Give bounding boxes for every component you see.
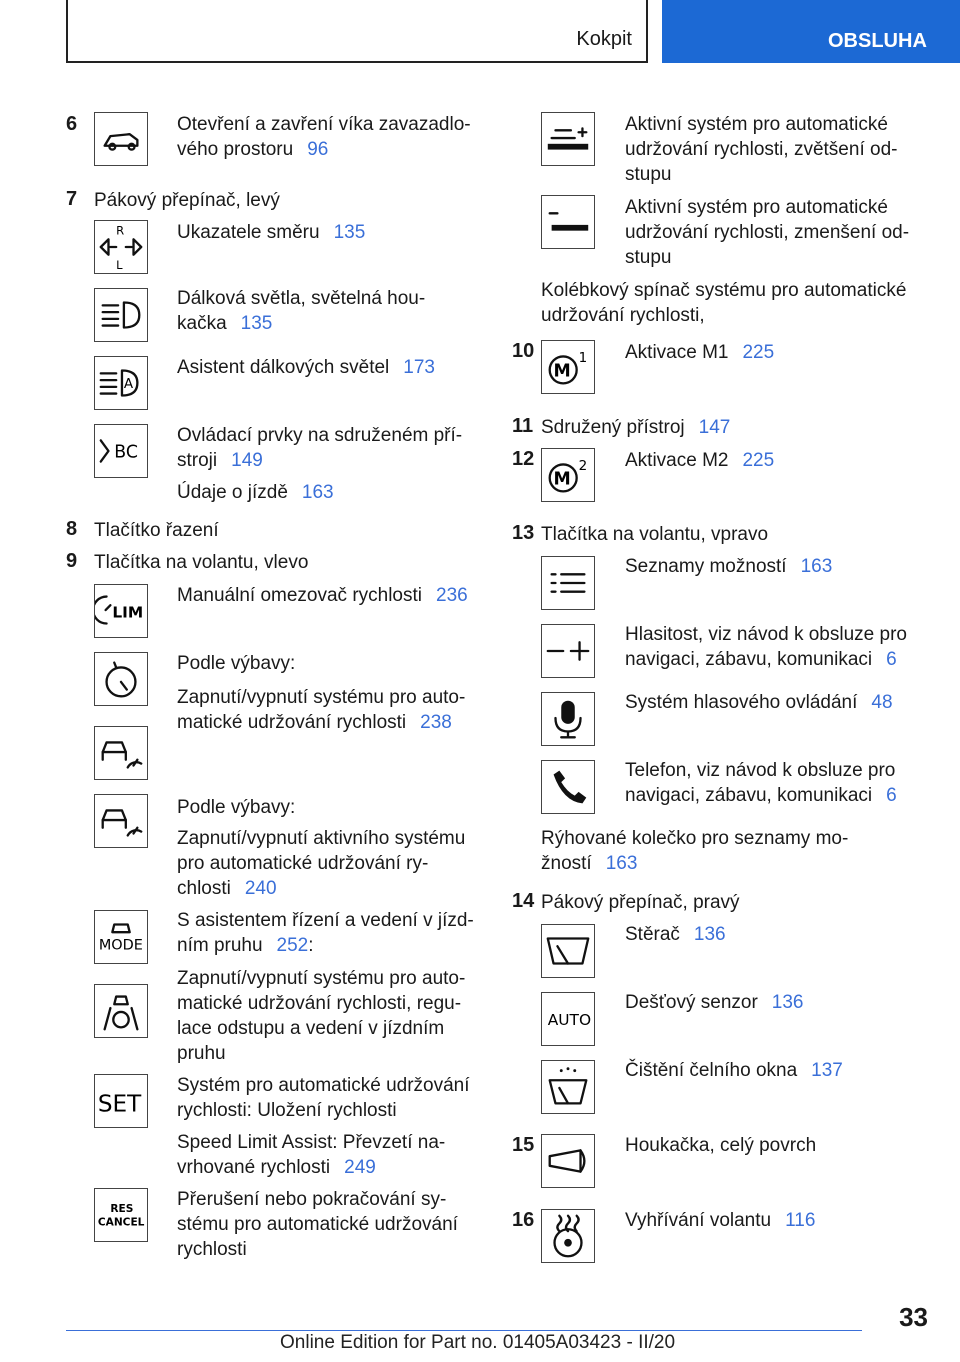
- description-line: Tlačítka na volantu, vlevo: [94, 552, 309, 573]
- svg-text:CANCEL: CANCEL: [97, 1216, 145, 1229]
- header-section: Kokpit: [576, 28, 632, 50]
- description-line: Seznamy možností: [625, 556, 787, 577]
- description-line: Aktivace M1: [625, 342, 729, 363]
- description-line: Zapnutí/vypnutí systému pro auto-: [177, 687, 466, 708]
- svg-text:L: L: [116, 258, 123, 273]
- page-reference-link[interactable]: 136: [771, 992, 804, 1013]
- item-number: 15: [512, 1134, 535, 1156]
- res-cancel-icon: [94, 1188, 148, 1242]
- header-chapter-tab[interactable]: OBSLUHA: [662, 0, 960, 63]
- description-line: Systém pro automatické udržování: [177, 1075, 470, 1096]
- footer-edition: [280, 1332, 675, 1354]
- description-line: Aktivní systém pro automatické: [625, 114, 888, 135]
- item-description: [625, 690, 893, 715]
- description-line: navigaci, zábavu, komunikaci: [625, 785, 873, 806]
- item-number: 6: [66, 113, 78, 135]
- page-reference-link[interactable]: 135: [240, 313, 273, 334]
- page-reference-link[interactable]: 147: [698, 417, 731, 438]
- description-line: S asistentem řízení a vedení v jízd-: [177, 910, 474, 931]
- description-line: pro automatické udržování ry-: [177, 853, 429, 874]
- item-description: [94, 188, 280, 213]
- item-description: [177, 908, 474, 958]
- list-icon: [541, 556, 595, 610]
- lane-assist-icon: [94, 984, 148, 1038]
- item-number: 12: [512, 448, 535, 470]
- description-line: Telefon, viz návod k obsluze pro: [625, 760, 896, 781]
- description-line: Asistent dálkových světel: [177, 357, 390, 378]
- description-line: Zapnutí/vypnutí aktivního systému: [177, 828, 466, 849]
- svg-text:R: R: [116, 223, 125, 238]
- svg-text:1: 1: [578, 350, 588, 367]
- distance-control-icon: [94, 726, 148, 780]
- svg-text:A: A: [123, 375, 134, 392]
- item-description: [94, 518, 219, 543]
- item-description: [625, 622, 907, 672]
- page-reference-link[interactable]: 240: [244, 878, 277, 899]
- page-reference-link[interactable]: 135: [333, 222, 366, 243]
- description-line: Údaje o jízdě: [177, 482, 288, 503]
- description-line: vého prostoru: [177, 139, 294, 160]
- item-description: [177, 1187, 458, 1262]
- microphone-icon: [541, 692, 595, 746]
- item-number: 8: [66, 518, 78, 540]
- description-line: matické udržování rychlosti, regu-: [177, 993, 462, 1014]
- description-line: Tlačítka na volantu, vpravo: [541, 524, 769, 545]
- description-suffix: :: [308, 935, 314, 956]
- page-reference-link[interactable]: 96: [307, 139, 329, 160]
- page-reference-link[interactable]: 149: [231, 450, 263, 471]
- item-description: [177, 112, 471, 162]
- distance-control-icon-2: [94, 794, 148, 848]
- washer-icon: [541, 1060, 595, 1114]
- item-description: [541, 890, 740, 915]
- turn-signal-icon: [94, 220, 148, 274]
- page-reference-link[interactable]: 116: [785, 1210, 816, 1231]
- description-line: stému pro automatické udržování: [177, 1214, 458, 1235]
- footer-edition-text: Online Edition for Part no. 01405A03423 - II/20: [280, 1332, 676, 1353]
- description-line: rychlosti: [177, 1239, 247, 1260]
- item-description: [625, 1208, 815, 1233]
- description-line: Speed Limit Assist: Převzetí na-: [177, 1132, 446, 1153]
- cruise-control-icon: [94, 652, 148, 706]
- item-description: [177, 795, 295, 820]
- item-description: [177, 583, 468, 608]
- item-description: [625, 1133, 816, 1158]
- item-description: [177, 355, 435, 380]
- description-line: Houkačka, celý povrch: [625, 1135, 817, 1156]
- m1-icon: [541, 340, 595, 394]
- description-line: Kolébkový spínač systému pro automatické: [541, 280, 907, 301]
- description-line: udržování rychlosti, zvětšení od-: [625, 139, 898, 160]
- description-line: Pákový přepínač, levý: [94, 190, 280, 211]
- item-description: [177, 685, 465, 735]
- page-reference-link[interactable]: 163: [301, 482, 334, 503]
- trunk-icon: [94, 112, 148, 166]
- page-reference-link[interactable]: 163: [605, 853, 638, 874]
- svg-text:AUTO: AUTO: [547, 1010, 592, 1029]
- bc-icon: [94, 424, 148, 478]
- svg-text:SET: SET: [97, 1091, 142, 1118]
- item-description: [625, 990, 804, 1015]
- item-description: [541, 826, 848, 876]
- description-line: rychlosti: Uložení rychlosti: [177, 1100, 397, 1121]
- description-line: Vyhřívání volantu: [625, 1210, 772, 1231]
- high-beam-assist-icon: [94, 356, 148, 410]
- description-line: pruhu: [177, 1043, 226, 1064]
- page-reference-link[interactable]: 238: [420, 712, 452, 733]
- description-line: Systém hlasového ovládání: [625, 692, 858, 713]
- description-line: Ovládací prvky na sdruženém pří-: [177, 425, 463, 446]
- footer-divider: [66, 1330, 862, 1331]
- description-line: Aktivace M2: [625, 450, 729, 471]
- description-line: ním pruhu: [177, 935, 263, 956]
- description-line: Dálková světla, světelná hou-: [177, 288, 426, 309]
- page-reference-link[interactable]: 137: [811, 1060, 843, 1081]
- description-line: Zapnutí/vypnutí systému pro auto-: [177, 968, 466, 989]
- svg-text:M: M: [553, 361, 571, 382]
- description-line: matické udržování rychlosti: [177, 712, 407, 733]
- item-description: [177, 966, 465, 1066]
- item-description: [625, 922, 726, 947]
- page-reference-link[interactable]: 225: [742, 450, 775, 471]
- description-line: Dešťový senzor: [625, 992, 758, 1013]
- item-number: 9: [66, 550, 78, 572]
- page-reference-link[interactable]: 225: [742, 342, 775, 363]
- svg-text:M: M: [553, 469, 571, 490]
- description-line: Pákový přepínač, pravý: [541, 892, 740, 913]
- description-line: Hlasitost, viz návod k obsluze pro: [625, 624, 907, 645]
- item-number: 16: [512, 1209, 535, 1231]
- description-line: Otevření a zavření víka zavazadlo-: [177, 114, 471, 135]
- item-description: [625, 1058, 843, 1083]
- heated-steering-icon: [541, 1209, 595, 1263]
- item-description: [625, 195, 909, 270]
- item-description: [625, 758, 897, 808]
- description-line: kačka: [177, 313, 227, 334]
- set-icon: [94, 1074, 148, 1128]
- item-description: [94, 550, 308, 575]
- volume-icon: [541, 624, 595, 678]
- description-line: chlosti: [177, 878, 231, 899]
- description-line: udržování rychlosti,: [541, 305, 705, 326]
- item-description: [177, 423, 462, 473]
- svg-text:MODE: MODE: [98, 937, 143, 954]
- svg-text:2: 2: [578, 458, 588, 475]
- page-reference-link[interactable]: 136: [693, 924, 726, 945]
- svg-text:LIM: LIM: [112, 603, 144, 622]
- page-reference-link[interactable]: 173: [403, 357, 435, 378]
- description-line: Přerušení nebo pokračování sy-: [177, 1189, 447, 1210]
- description-line: stroji: [177, 450, 218, 471]
- distance-increase-icon: [541, 112, 595, 166]
- m2-icon: [541, 448, 595, 502]
- horn-icon: [541, 1134, 595, 1188]
- page-reference-link[interactable]: 163: [800, 556, 833, 577]
- item-description: [177, 826, 465, 901]
- description-line: Tlačítko řazení: [94, 520, 219, 541]
- item-description: [541, 522, 768, 547]
- wiper-icon: [541, 924, 595, 978]
- phone-icon: [541, 760, 595, 814]
- item-description: [177, 480, 334, 505]
- description-line: Aktivní systém pro automatické: [625, 197, 888, 218]
- item-number: 13: [512, 522, 535, 544]
- distance-decrease-icon: [541, 195, 595, 249]
- page-reference-link[interactable]: 48: [871, 692, 893, 713]
- item-number: 7: [66, 188, 78, 210]
- description-line: Stěrač: [625, 924, 680, 945]
- item-description: [625, 112, 897, 187]
- svg-text:RES: RES: [110, 1203, 134, 1216]
- page-reference-link[interactable]: 6: [886, 785, 897, 806]
- page-reference-link[interactable]: 236: [436, 585, 468, 606]
- item-number: 11: [512, 415, 534, 437]
- description-line: Podle výbavy:: [177, 653, 296, 674]
- auto-rain-sensor-icon: [541, 992, 595, 1046]
- description-line: Sdružený přístroj: [541, 417, 685, 438]
- description-line: Čištění čelního okna: [625, 1060, 798, 1081]
- description-line: lace odstupu a vedení v jízdním: [177, 1018, 445, 1039]
- description-line: Rýhované kolečko pro seznamy mo-: [541, 828, 849, 849]
- high-beam-icon: [94, 288, 148, 342]
- description-line: stupu: [625, 164, 672, 185]
- item-description: [625, 340, 774, 365]
- page-reference-link[interactable]: 252: [276, 935, 309, 956]
- page-reference-link[interactable]: 6: [886, 649, 897, 670]
- description-line: Ukazatele směru: [177, 222, 320, 243]
- item-number: 10: [512, 340, 535, 362]
- item-description: [177, 286, 425, 336]
- description-line: stupu: [625, 247, 672, 268]
- item-description: [177, 1073, 470, 1123]
- item-description: [625, 448, 774, 473]
- page-number: 33: [899, 1302, 928, 1332]
- description-line: Manuální omezovač rychlosti: [177, 585, 422, 606]
- item-description: [541, 415, 730, 440]
- page-reference-link[interactable]: 249: [344, 1157, 376, 1178]
- header-section-box: [66, 0, 648, 63]
- description-line: žností: [541, 853, 592, 874]
- svg-text:BC: BC: [114, 442, 138, 463]
- speed-limiter-icon: [94, 584, 148, 638]
- description-line: vrhované rychlosti: [177, 1157, 331, 1178]
- item-description: [541, 278, 906, 328]
- description-line: navigaci, zábavu, komunikaci: [625, 649, 873, 670]
- description-line: udržování rychlosti, zmenšení od-: [625, 222, 910, 243]
- item-number: 14: [512, 890, 535, 912]
- item-description: [177, 651, 295, 676]
- item-description: [625, 554, 832, 579]
- mode-icon: [94, 910, 148, 964]
- item-description: [177, 1130, 445, 1180]
- item-description: [177, 220, 365, 245]
- description-line: Podle výbavy:: [177, 797, 296, 818]
